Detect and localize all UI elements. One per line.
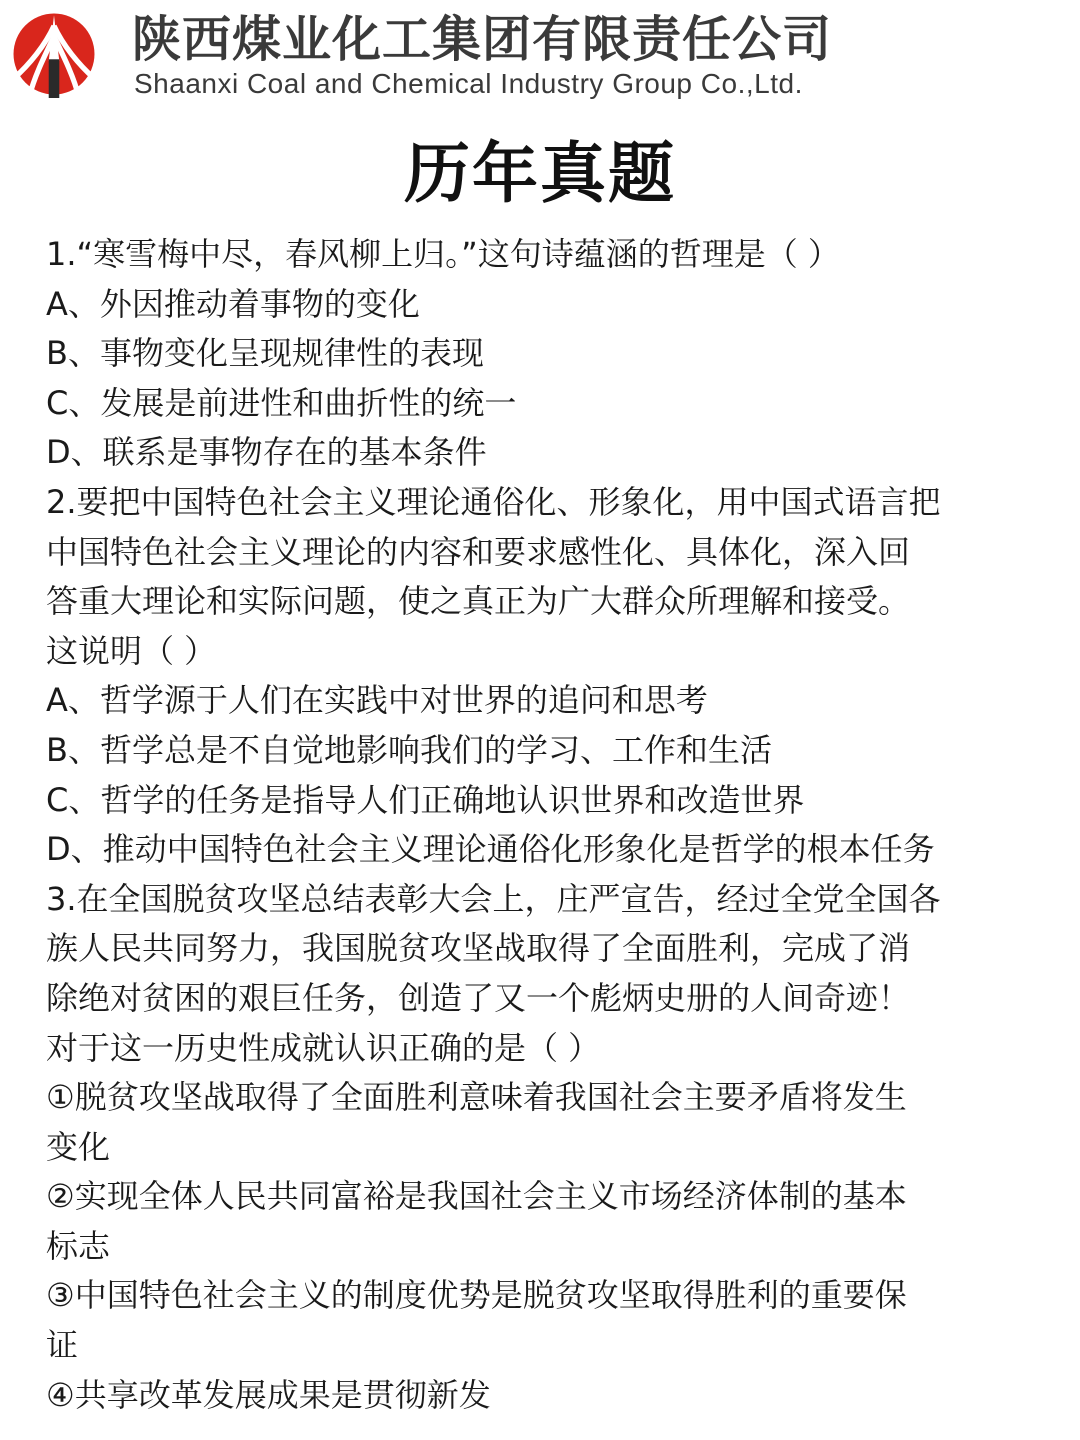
question-1-option-c: C、发展是前进性和曲折性的统一 [46,383,517,422]
question-2-option-d: D、推动中国特色社会主义理论通俗化形象化是哲学的根本任务 [46,830,935,869]
question-3-stem-line-2: 族人民共同努力，我国脱贫攻坚战取得了全面胜利，完成了消 [46,929,911,968]
company-logo-icon [10,10,98,98]
question-1-option-b: B、事物变化呈现规律性的表现 [46,334,484,373]
question-2-stem-line-3: 答重大理论和实际问题，使之真正为广大群众所理解和接受。 [46,582,911,621]
header [0,0,1080,118]
question-2-option-a: A、哲学源于人们在实践中对世界的追问和思考 [46,681,708,720]
question-3-statement-3-line-2: 证 [46,1326,79,1365]
page-title: 历年真题 [404,134,676,212]
question-3-statement-4-line-1: ④共享改革发展成果是贯彻新发 [46,1375,491,1414]
question-3-statement-1-line-1: ①脱贫攻坚战取得了全面胜利意味着我国社会主要矛盾将发生 [46,1078,907,1117]
company-name-cn: 陕西煤业化工集团有限责任公司 [132,11,833,68]
question-2-option-c: C、哲学的任务是指导人们正确地认识世界和改造世界 [46,780,805,819]
question-2-stem-line-4: 这说明（ ） [46,631,217,670]
question-3-stem-line-3: 除绝对贫困的艰巨任务，创造了又一个彪炳史册的人间奇迹！ [46,978,911,1017]
question-1-option-d: D、联系是事物存在的基本条件 [46,433,487,472]
question-3-statement-2-line-2: 标志 [46,1226,111,1265]
question-3-stem-line-4: 对于这一历史性成就认识正确的是（ ） [46,1028,601,1067]
question-content [46,230,1046,1420]
question-3-statement-2-line-1: ②实现全体人民共同富裕是我国社会主义市场经济体制的基本 [46,1177,907,1216]
question-3-statement-3-line-1: ③中国特色社会主义的制度优势是脱贫攻坚取得胜利的重要保 [46,1276,907,1315]
question-2-option-b: B、哲学总是不自觉地影响我们的学习、工作和生活 [46,730,772,769]
question-3-stem-line-1: 3.在全国脱贫攻坚总结表彰大会上，庄严宣告，经过全党全国各 [46,879,941,918]
question-1-option-a: A、外因推动着事物的变化 [46,284,420,323]
question-3-statement-1-line-2: 变化 [46,1127,111,1166]
question-2-stem-line-1: 2.要把中国特色社会主义理论通俗化、形象化，用中国式语言把 [46,482,941,521]
question-2-stem-line-2: 中国特色社会主义理论的内容和要求感性化、具体化，深入回 [46,532,911,571]
question-1-stem: 1.“寒雪梅中尽，春风柳上归。”这句诗蕴涵的哲理是（ ） [46,235,840,273]
company-name-en: Shaanxi Coal and Chemical Industry Group Co.,Ltd. [134,68,803,99]
